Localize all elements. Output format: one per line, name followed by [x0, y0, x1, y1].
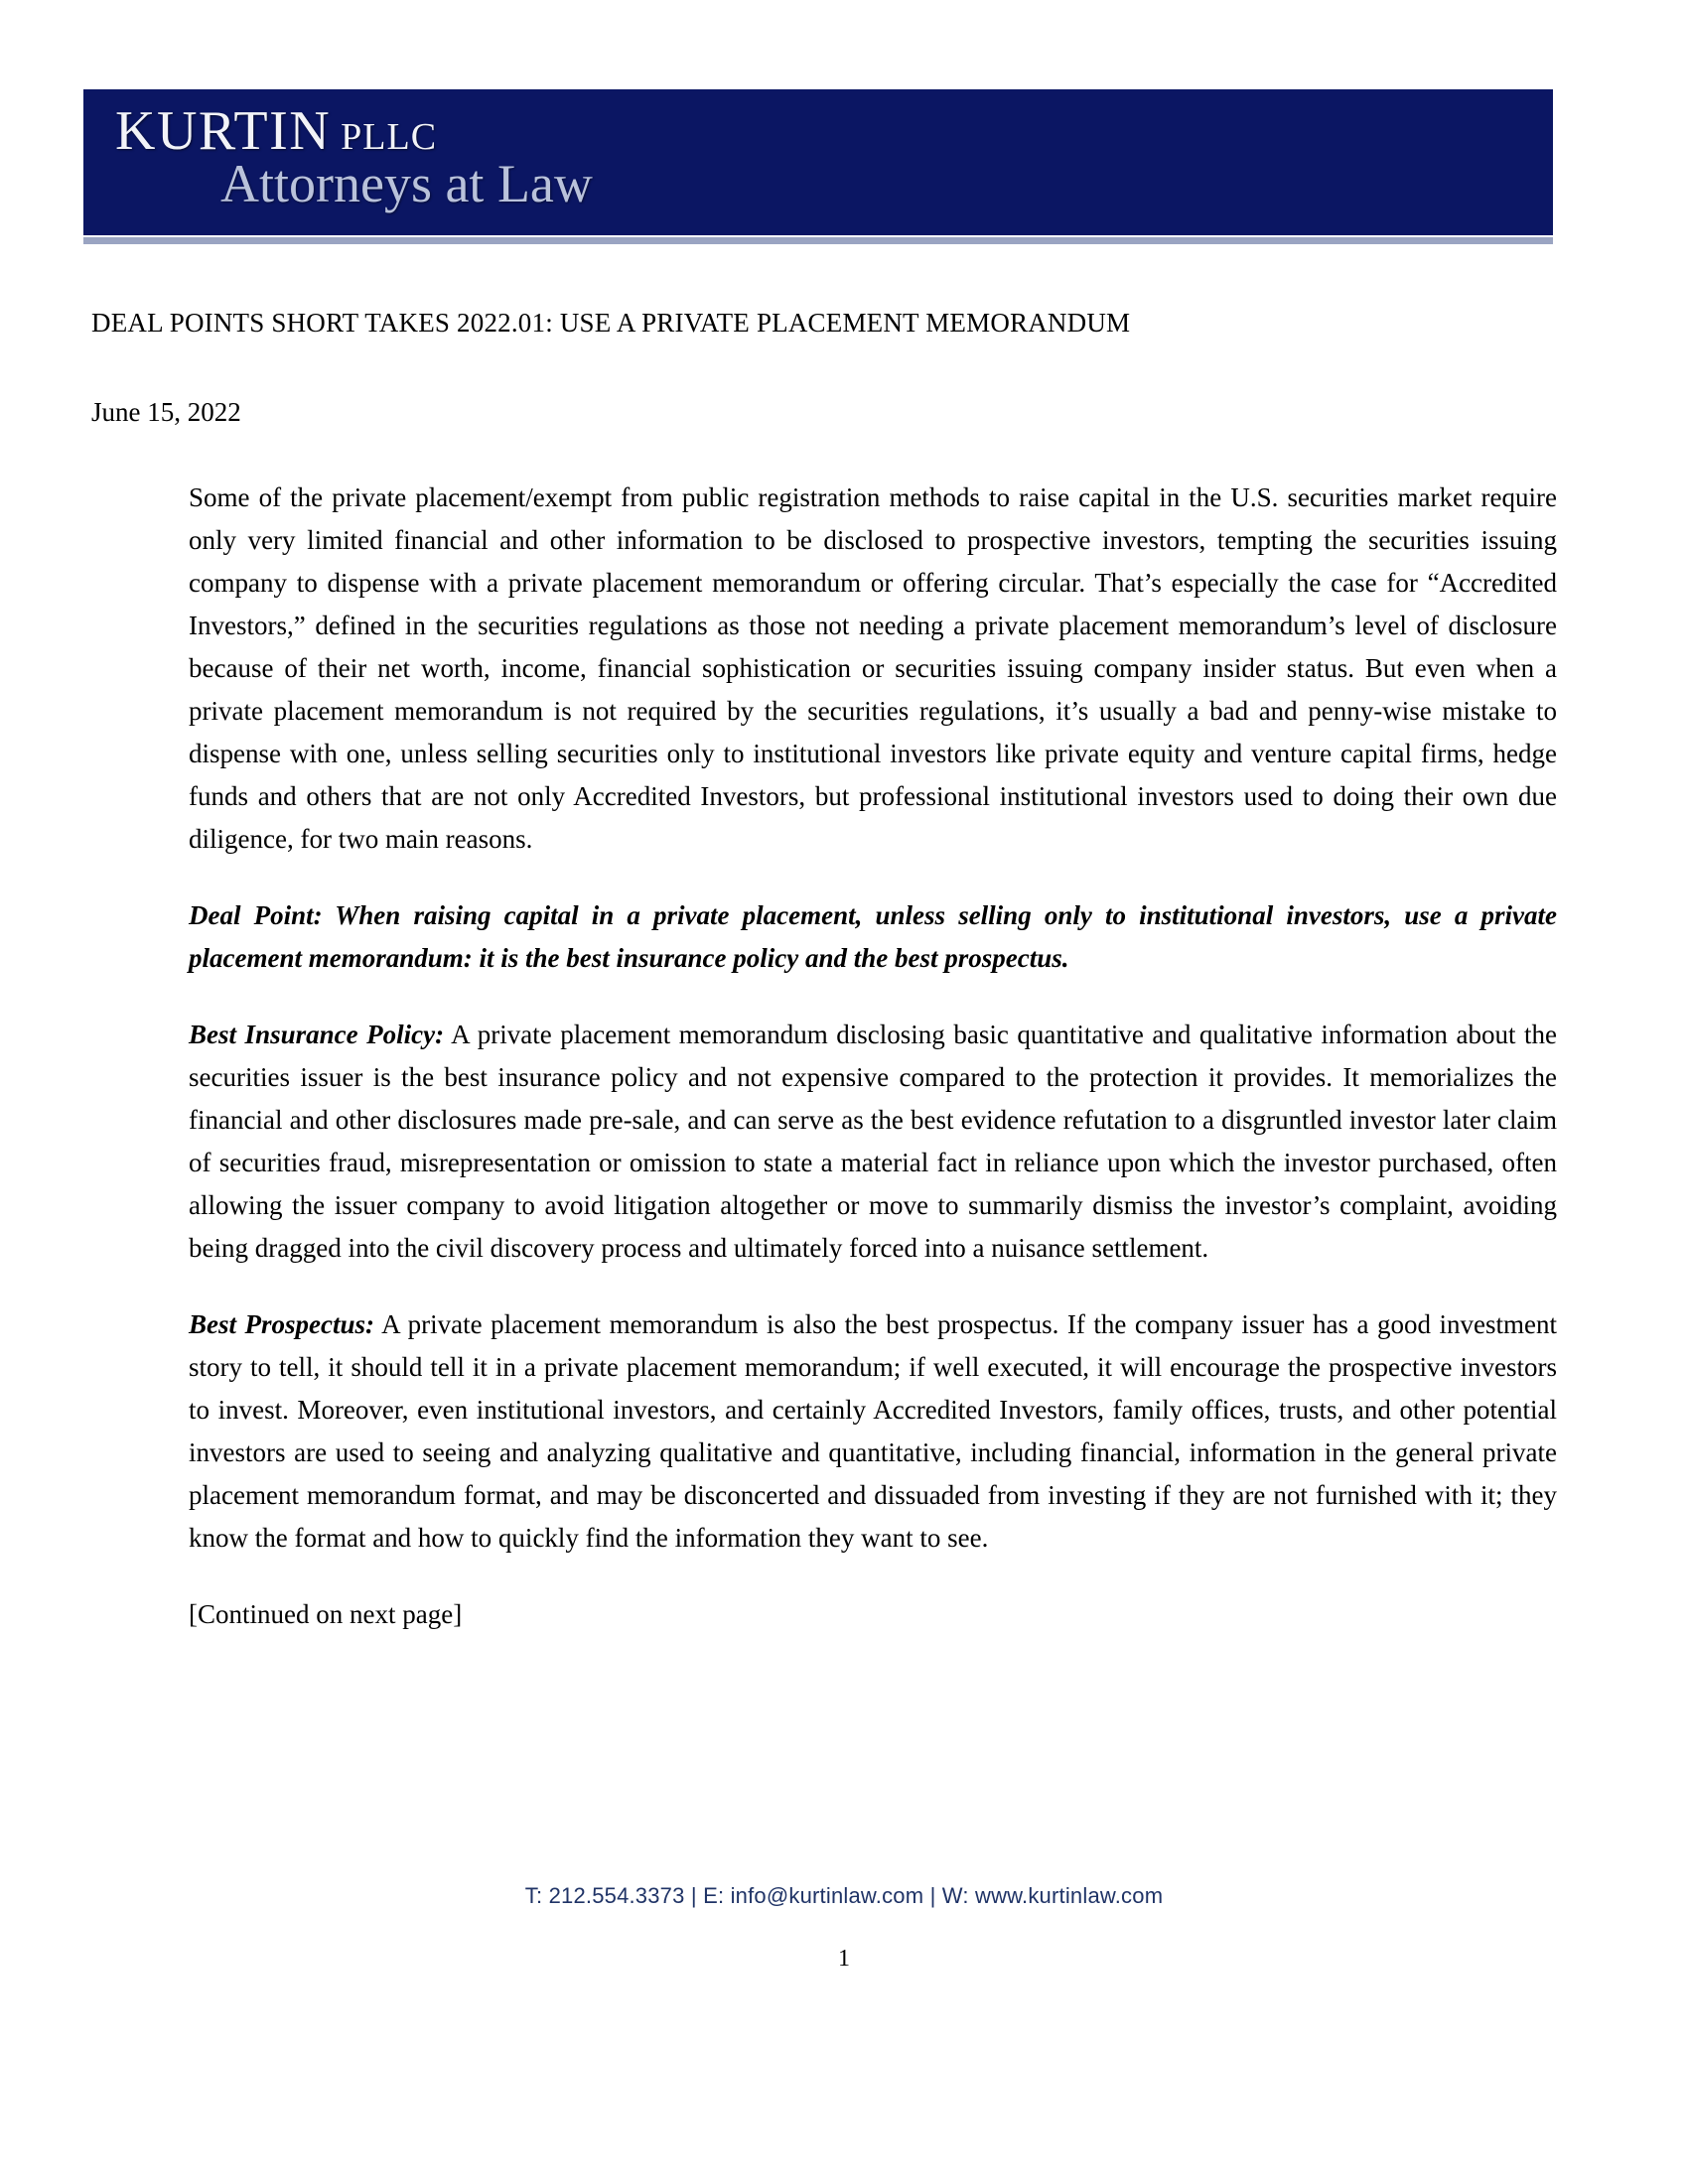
letterhead-banner — [83, 89, 1553, 235]
firm-suffix-text: PLLC — [341, 116, 438, 158]
continued-note: [Continued on next page] — [189, 1599, 463, 1629]
letterhead-divider-rule — [83, 237, 1553, 244]
firm-logo — [115, 100, 438, 162]
paragraph-best-prospectus — [189, 1303, 1557, 1560]
page-number: 1 — [838, 1946, 850, 1972]
best-prospectus-label: Best Prospectus: — [189, 1309, 375, 1339]
best-prospectus-body: A private placement memorandum is also the best prospectus. If the company issuer has a good investment story to tell, it should tell it in a private placement memorandum; if well executed, it will encourage the prospective investors to invest. Moreover, even institutional investors, and certainly Accredited Investors, family offices, trusts, and other potential investors are used to seeing and analyzing qualitative and quantitative, including financial, information in the general private placement memorandum format, and may be disconcerted and dissuaded from investing if they are not furnished with it; they know the format and how to quickly find the information they want to see. — [189, 1309, 1557, 1553]
document-date: June 15, 2022 — [91, 397, 241, 427]
firm-tagline: Attorneys at Law — [220, 154, 593, 213]
firm-name-text: KURTIN — [115, 100, 332, 162]
paragraph-deal-point: Deal Point: When raising capital in a private placement, unless selling only to institutional investors, use a private placement memorandum: it is the best insurance policy and the best prospectus. — [189, 900, 1557, 973]
page-title: DEAL POINTS SHORT TAKES 2022.01: USE A PRIVATE PLACEMENT MEMORANDUM — [91, 308, 1131, 338]
letterhead-inner — [83, 89, 1553, 235]
paragraph-intro: Some of the private placement/exempt from public registration methods to raise capital in the U.S. securities market require only very limited financial and other information to be disclosed to prospective investors, tempting the securities issuing company to dispense with a private placement memorandum or offering circular. That’s especially the case for “Accredited Investors,” defined in the securities regulations as those not needing a private placement memorandum’s level of disclosure because of their net worth, income, financial sophistication or securities issuing company insider status. But even when a private placement memorandum is not required by the securities regulations, it’s usually a bad and penny-wise mistake to dispense with one, unless selling securities only to institutional investors like private equity and venture capital firms, hedge funds and others that are not only Accredited Investors, but professional institutional investors used to doing their own due diligence, for two main reasons. — [189, 482, 1557, 854]
document-body — [189, 477, 1557, 1636]
footer-contact-line: T: 212.554.3373 | E: info@kurtinlaw.com | W: www.kurtinlaw.com — [524, 1883, 1164, 1908]
paragraph-best-insurance-policy — [189, 1014, 1557, 1270]
best-insurance-policy-label: Best Insurance Policy: — [189, 1020, 445, 1049]
best-insurance-policy-body: A private placement memorandum disclosing basic quantitative and qualitative information about the securities issuer is the best insurance policy and not expensive compared to the protection it provides. It memorializes the financial and other disclosures made pre-sale, and can serve as the best evidence refutation to a disgruntled investor later claim of securities fraud, misrepresentation or omission to state a material fact in reliance upon which the investor purchased, often allowing the issuer company to avoid litigation altogether or move to summarily dismiss the investor’s complaint, avoiding being dragged into the civil discovery process and ultimately forced into a nuisance settlement. — [189, 1020, 1557, 1263]
